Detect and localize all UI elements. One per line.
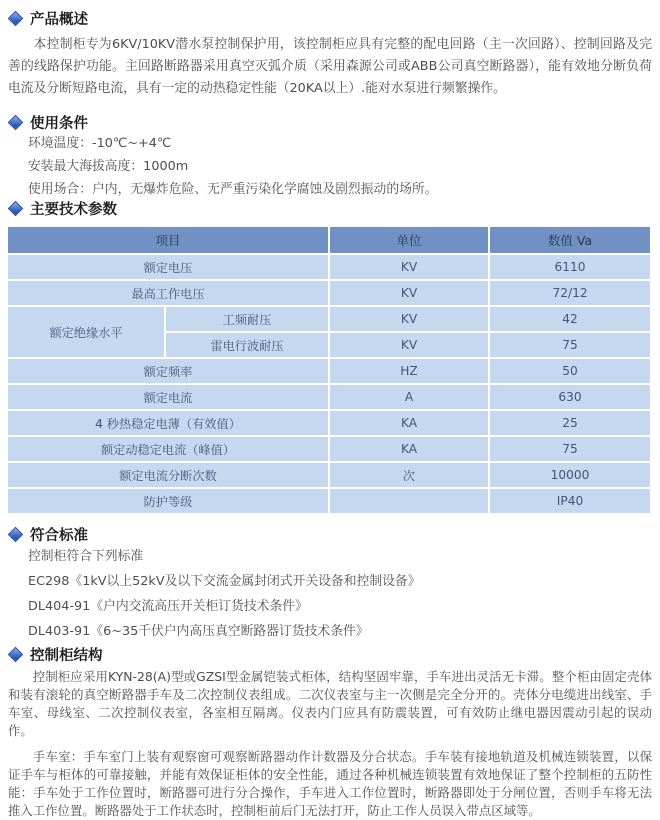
unit-cell: HZ bbox=[330, 359, 488, 383]
param-name-cell: 最高工作电压 bbox=[8, 281, 328, 305]
section-title-text: 产品概述 bbox=[30, 11, 88, 28]
section-product-overview bbox=[0, 8, 660, 100]
param-name-cell: 额定电压 bbox=[8, 255, 328, 279]
param-name-cell: 额定电流分断次数 bbox=[8, 463, 328, 487]
structure-paragraph: 控制柜应采用KYN-28(A)型或GZSI型金属铠装式柜体，结构坚固牢靠，手车进出灵活无卡滞。整个柜由固定壳体和装有滚轮的真空断路器手车及二次控制仪表组成。二次仪表室与主一次侧是完全分开的。壳体分电缆进出线室、手车室、母线室、二次控制仪表室，各室相互隔离。仪表内门应具有防震装置，可有效防止继电器因震动引起的误动作。 bbox=[8, 669, 652, 738]
condition-line: 环境温度：-10℃~+4℃ bbox=[28, 136, 172, 151]
table-row bbox=[8, 411, 650, 435]
table-row bbox=[8, 359, 650, 383]
diamond-bullet-icon bbox=[8, 646, 24, 662]
condition-line: 安装最大海拔高度：1000m bbox=[28, 159, 189, 174]
unit-cell: KV bbox=[330, 307, 488, 331]
unit-cell: 次 bbox=[330, 463, 488, 487]
param-name-cell: 额定动稳定电流（峰值） bbox=[8, 437, 328, 461]
section-cabinet-structure bbox=[0, 644, 660, 820]
table-row bbox=[8, 437, 650, 461]
table-row bbox=[8, 255, 650, 279]
table-header-row bbox=[8, 227, 650, 253]
section-heading bbox=[8, 198, 660, 218]
section-heading bbox=[8, 8, 660, 28]
unit-cell: KV bbox=[330, 255, 488, 279]
unit-cell: KV bbox=[330, 333, 488, 357]
table-row bbox=[8, 385, 650, 409]
table-row bbox=[8, 463, 650, 487]
section-standards bbox=[0, 524, 660, 644]
param-name-cell: 额定频率 bbox=[8, 359, 328, 383]
section-title-text: 主要技术参数 bbox=[30, 201, 117, 218]
section-heading bbox=[8, 524, 660, 544]
param-name-cell: 工频耐压 bbox=[166, 307, 328, 331]
value-cell: 50 bbox=[490, 359, 650, 383]
param-name-cell: 防护等级 bbox=[8, 489, 328, 513]
section-title-text: 使用条件 bbox=[30, 115, 88, 132]
value-cell: 25 bbox=[490, 411, 650, 435]
standard-item: EC298《1kV以上52kV及以下交流金属封闭式开关设备和控制设备》 bbox=[28, 574, 421, 589]
table-row bbox=[8, 307, 650, 331]
column-header-value: 数值 Va bbox=[490, 227, 650, 253]
diamond-bullet-icon bbox=[8, 526, 24, 542]
diamond-bullet-icon bbox=[8, 10, 24, 26]
unit-cell: KA bbox=[330, 437, 488, 461]
unit-cell: A bbox=[330, 385, 488, 409]
value-cell: 630 bbox=[490, 385, 650, 409]
standards-intro: 控制柜符合下列标准 bbox=[28, 549, 144, 564]
structure-paragraph: 手车室：手车室门上装有观察窗可观察断路器动作计数器及分合状态。手车装有接地轨道及机械连锁装置，以保证手车与柜体的可靠接触，并能有效保证柜体的安全性能，通过各种机械连锁装置有效地保证了整个控制柜的五防性能：手车处于工作位置时，断路器可进行分合操作，手车进入工作位置时，断路器即处于分闸位置，否则手车将无法推入工作位置。断路器处于工作状态时，控制柜前后门无法打开，防止工作人员误入带点区域等。 bbox=[8, 749, 652, 818]
table-row bbox=[8, 281, 650, 305]
param-name-cell: 额定电流 bbox=[8, 385, 328, 409]
param-name-cell: 4 秒热稳定电薄（有效值） bbox=[8, 411, 328, 435]
section-title-text: 控制柜结构 bbox=[30, 647, 103, 664]
param-group-cell: 额定绝缘水平 bbox=[8, 307, 164, 357]
condition-line: 使用场合：户内，无爆炸危险、无严重污染化学腐蚀及剧烈振动的场所。 bbox=[28, 182, 438, 197]
value-cell: IP40 bbox=[490, 489, 650, 513]
value-cell: 72/12 bbox=[490, 281, 650, 305]
value-cell: 75 bbox=[490, 437, 650, 461]
value-cell: 75 bbox=[490, 333, 650, 357]
unit-cell bbox=[330, 489, 488, 513]
value-cell: 6110 bbox=[490, 255, 650, 279]
value-cell: 42 bbox=[490, 307, 650, 331]
overview-paragraph: 本控制柜专为6KV/10KV潜水泵控制保护用，该控制柜应具有完整的配电回路（主一次回路）、控制回路及完善的线路保护功能。主回路断路器采用真空灭弧介质（采用森源公司或ABB公司真空断路器），能有效地分断负荷电流及分断短路电流，具有一定的动热稳定性能（20KA以上）.能对水泵进行频繁操作。 bbox=[8, 37, 652, 96]
section-title-text: 符合标准 bbox=[30, 527, 88, 544]
table-row bbox=[8, 489, 650, 513]
column-header-item: 项目 bbox=[8, 227, 328, 253]
section-technical-parameters bbox=[0, 198, 660, 515]
section-usage-conditions bbox=[0, 112, 660, 201]
diamond-bullet-icon bbox=[8, 114, 24, 130]
value-cell: 10000 bbox=[490, 463, 650, 487]
section-heading bbox=[8, 112, 660, 132]
standard-item: DL404-91《户内交流高压开关柜订货技术条件》 bbox=[28, 599, 308, 614]
column-header-unit: 单位 bbox=[330, 227, 488, 253]
standard-item: DL403-91《6~35千伏户内高压真空断路器订货技术条件》 bbox=[28, 624, 369, 639]
parameters-table bbox=[6, 225, 652, 515]
unit-cell: KA bbox=[330, 411, 488, 435]
diamond-bullet-icon bbox=[8, 200, 24, 216]
param-name-cell: 雷电行波耐压 bbox=[166, 333, 328, 357]
unit-cell: KV bbox=[330, 281, 488, 305]
section-heading bbox=[8, 644, 660, 664]
